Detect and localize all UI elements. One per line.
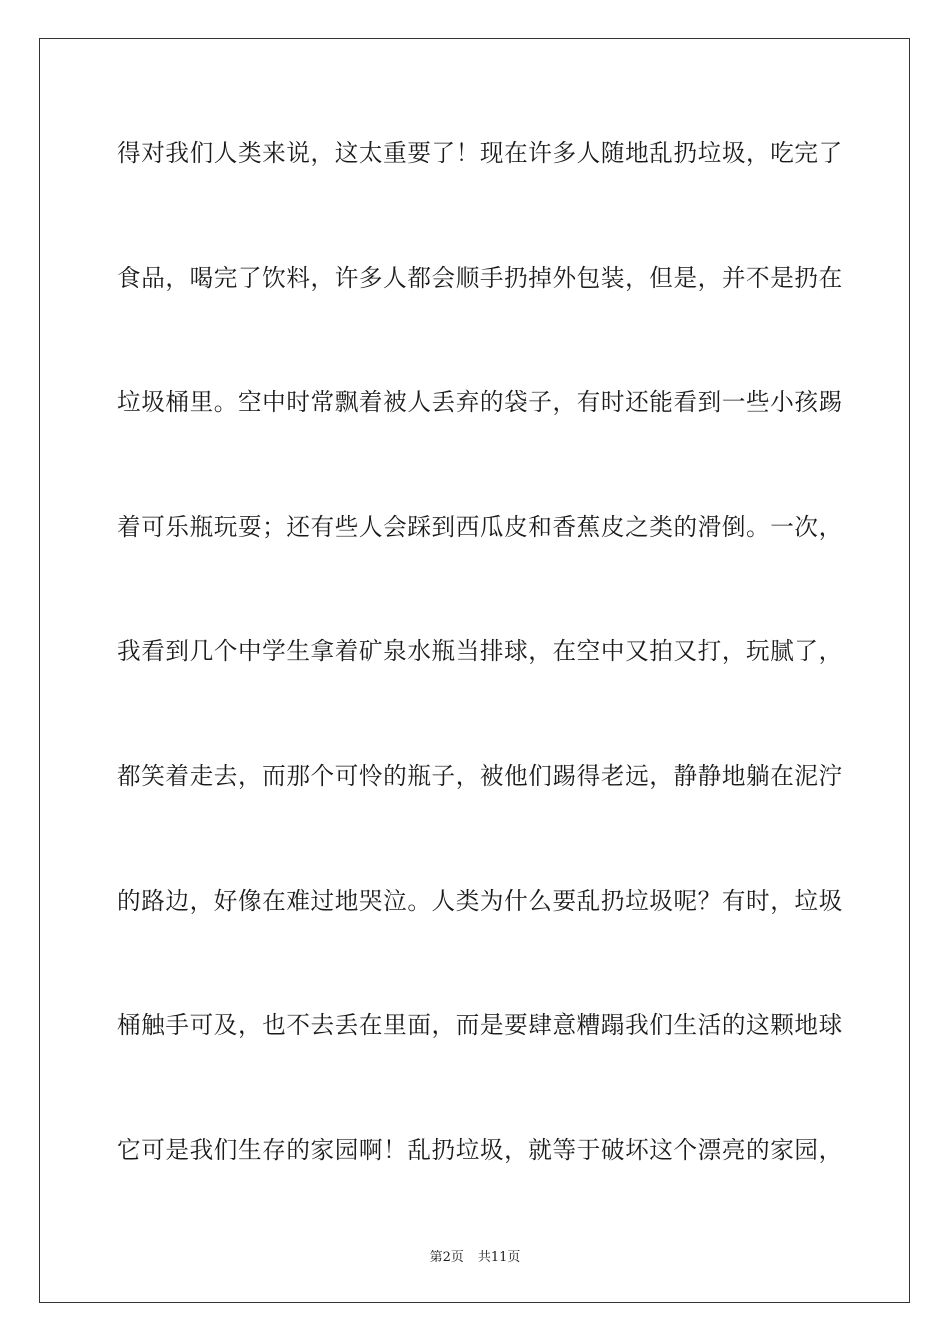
text-line: 都笑着走去，而那个可怜的瓶子，被他们踢得老远，静静地躺在泥泞 [117,761,843,790]
text-line: 垃圾桶里。空中时常飘着被人丢弃的袋子，有时还能看到一些小孩踢 [117,388,843,417]
document-body [117,128,843,1249]
text-line: 它可是我们生存的家园啊！乱扔垃圾，就等于破坏这个漂亮的家园， [117,1135,843,1164]
text-line: 的路边，好像在难过地哭泣。人类为什么要乱扔垃圾呢？有时，垃圾 [117,886,843,915]
page-footer [0,1246,950,1265]
text-line: 着可乐瓶玩耍；还有些人会踩到西瓜皮和香蕉皮之类的滑倒。一次， [117,512,843,541]
text-line: 食品，喝完了饮料，许多人都会顺手扔掉外包装，但是，并不是扔在 [117,263,843,292]
text-line: 得对我们人类来说，这太重要了！现在许多人随地乱扔垃圾，吃完了 [117,139,843,167]
text-line: 我看到几个中学生拿着矿泉水瓶当排球，在空中又拍又打，玩腻了， [117,637,843,666]
page-number: 第2页 [429,1250,464,1265]
text-line: 桶触手可及，也不去丢在里面，而是要肆意糟蹋我们生活的这颗地球 [117,1011,843,1040]
page-total: 共11页 [477,1250,521,1265]
